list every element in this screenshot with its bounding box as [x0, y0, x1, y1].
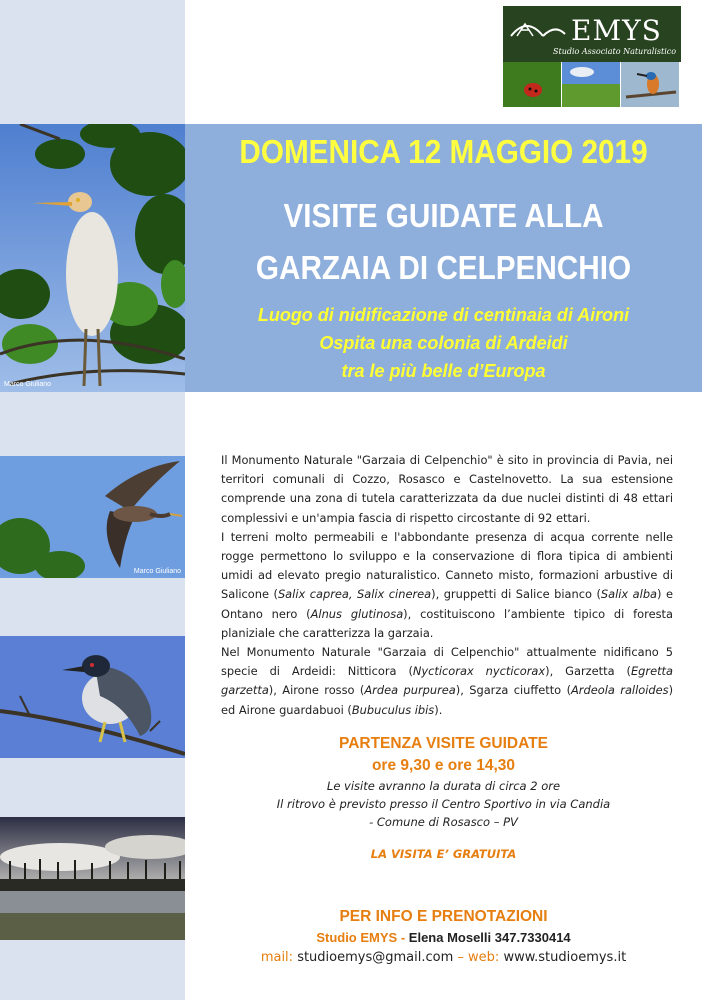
species-name: Ardea purpurea — [364, 683, 456, 698]
logo-tagline: Studio Associato Naturalistico — [553, 47, 677, 56]
web-link[interactable]: www.studioemys.it — [503, 950, 627, 965]
emys-logo — [503, 6, 681, 62]
species-name: Nycticorax nycticorax — [412, 664, 546, 679]
municipality: - Comune di Rosasco – PV — [369, 815, 518, 829]
logo-name: EMYS — [571, 14, 662, 47]
free-entry: LA VISITA E’ GRATUITA — [370, 847, 517, 861]
species-name: Bubuculus ibis — [351, 702, 435, 717]
text-run: ), Sgarza ciuffetto ( — [455, 683, 572, 698]
contact-links — [185, 950, 702, 965]
photo-credit: Marco Giuliano — [4, 381, 52, 388]
contact-heading: PER INFO E PRENOTAZIONI — [339, 908, 548, 925]
text-run: Nel Monumento Naturale "Garzaia di Celpenchio" attualmente nidificano 5 specie di Ardeidi: Nitticora ( — [221, 645, 673, 679]
text-run: ), costituiscono l’ambiente tipico di foresta planiziale che caratterizza la garzaia. — [221, 606, 673, 640]
visits-heading: PARTENZA VISITE GUIDATE — [339, 735, 548, 752]
contact-studio-line — [185, 930, 702, 945]
text-run: ) e Ontano nero ( — [221, 587, 673, 621]
paragraph-species — [221, 643, 673, 720]
text-run: ). — [434, 702, 443, 717]
ladybug-thumbnail — [503, 62, 561, 107]
egret-photo — [0, 124, 185, 392]
text-run: ), Airone rosso ( — [268, 683, 365, 698]
mail-link[interactable]: studioemys@gmail.com — [297, 950, 454, 965]
night-heron-photo — [0, 636, 185, 758]
web-label: – web: — [457, 950, 500, 965]
species-name: Salix caprea, Salix cinerea — [277, 587, 432, 602]
species-name: Alnus glutinosa — [310, 606, 404, 621]
photo-credit: Marco Giuliano — [133, 568, 181, 575]
subtitle-line2: Ospita una colonia di Ardeidi — [319, 333, 568, 353]
event-title-line1: VISITE GUIDATE ALLA — [283, 197, 604, 234]
contact-person: Elena Moselli 347.7330414 — [408, 930, 571, 945]
landscape-photo — [0, 817, 185, 940]
subtitle-line1: Luogo di nidificazione di centinaia di Aironi — [257, 305, 630, 325]
species-name: Ardeola ralloides — [571, 683, 669, 698]
text-run: ), gruppetti di Salice bianco ( — [431, 587, 601, 602]
event-title-line2: GARZAIA DI CELPENCHIO — [255, 249, 632, 286]
description — [221, 451, 673, 720]
paragraph-flora — [221, 528, 673, 643]
text-run: ) ed Airone guardabuoi ( — [221, 683, 674, 717]
visit-times: ore 9,30 e ore 14,30 — [371, 757, 516, 774]
mail-label: mail: — [260, 950, 294, 965]
visit-duration: Le visite avranno la durata di circa 2 ore — [326, 779, 561, 793]
meeting-point: Il ritrovo è previsto presso il Centro Sportivo in via Candia — [276, 797, 611, 811]
text-run: I terreni molto permeabili e l'abbondante presenza di acqua corrente nelle rogge permettono lo sviluppo e la conservazione di flora tipica di ambienti umidi ad elevato pregio naturalistico. Canneto misto, formazioni arbustive di Salicone ( — [221, 529, 673, 602]
paragraph-intro — [221, 451, 673, 528]
kingfisher-thumbnail — [621, 62, 679, 107]
text-run: Il Monumento Naturale "Garzaia di Celpenchio" è sito in provincia di Pavia, nei territori comunali di Cozzo, Rosasco e Castelnovetto. La sua estensione comprende una zona di tutela caratterizzata da due nuclei distinti di 48 ettari complessivi e un'ampia fascia di rispetto circostante di 92 ettari. — [221, 453, 673, 525]
subtitle-line3: tra le più belle d’Europa — [341, 361, 546, 381]
meadow-thumbnail — [562, 62, 620, 107]
species-name: Salix alba — [600, 587, 658, 602]
studio-name: Studio EMYS - — [316, 930, 406, 945]
species-name: Egretta garzetta — [221, 664, 673, 698]
heron-flight-photo — [0, 456, 185, 578]
event-date: DOMENICA 12 MAGGIO 2019 — [239, 133, 648, 170]
text-run: ), Garzetta ( — [545, 664, 631, 679]
